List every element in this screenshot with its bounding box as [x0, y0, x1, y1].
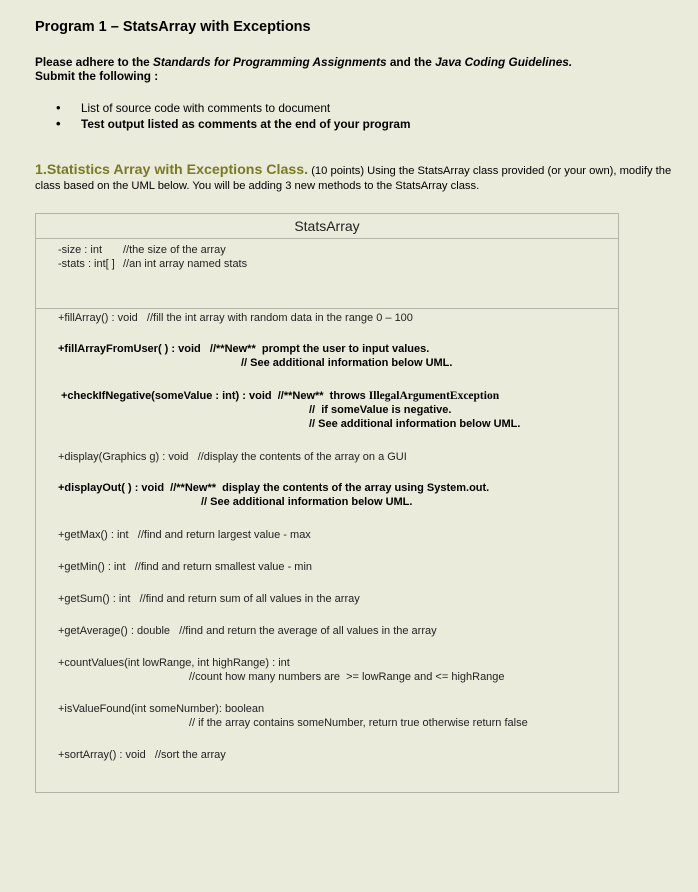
standards-title: Standards for Programming Assignments — [153, 55, 387, 69]
uml-field — [58, 243, 618, 257]
method-sortArray: +sortArray() : void //sort the array — [58, 749, 226, 761]
method-checkIfNegative — [61, 389, 499, 403]
submit-list — [56, 100, 410, 132]
method-getMin: +getMin() : int //find and return smallest value - min — [58, 561, 313, 573]
method-fillArray: +fillArray() : void //fill the int array with random data in the range 0 – 100 — [58, 312, 413, 324]
page-title: Program 1 – StatsArray with Exceptions — [35, 19, 311, 35]
method-getSum: +getSum() : int //find and return sum of all values in the array — [58, 593, 360, 605]
field-comment: //an int array named stats — [123, 258, 248, 270]
uml-class-name: StatsArray — [36, 214, 618, 239]
method-sig: +checkIfNegative(someValue : int) : void //**New** throws — [61, 390, 369, 402]
uml-class-diagram — [35, 213, 619, 793]
section-heading: 1.Statistics Array with Exceptions Class. — [35, 162, 309, 178]
list-item: • Test output listed as comments at the end of your program — [56, 116, 410, 132]
list-item: • List of source code with comments to document — [56, 100, 410, 116]
instructions-suffix: Submit the following : — [35, 69, 159, 83]
method-getMax: +getMax() : int //find and return largest value - max — [58, 529, 311, 541]
uml-field — [58, 257, 618, 271]
method-comment: // See additional information below UML. — [309, 418, 521, 430]
instructions — [35, 55, 595, 83]
section-body: Using the StatsArray class provided (or your own), modify the class based on the UML below. You will be adding 3 new methods to the StatsArray class. — [35, 165, 672, 192]
method-countValues: +countValues(int lowRange, int highRange) : int — [58, 657, 290, 669]
method-comment: //count how many numbers are >= lowRange and <= highRange — [189, 671, 505, 683]
method-getAverage: +getAverage() : double //find and return the average of all values in the array — [58, 625, 437, 637]
method-fillArrayFromUser: +fillArrayFromUser( ) : void //**New** prompt the user to input values. — [58, 343, 430, 355]
method-comment: // See additional information below UML. — [241, 357, 453, 369]
instructions-prefix: Please adhere to the — [35, 55, 154, 69]
method-displayOut: +displayOut( ) : void //**New** display the contents of the array using System.out. — [58, 482, 490, 494]
exception-name: IllegalArgumentException — [368, 390, 500, 402]
method-comment: // if the array contains someNumber, return true otherwise return false — [189, 717, 528, 729]
uml-fields — [36, 239, 618, 309]
section-description — [35, 163, 695, 194]
guidelines-title: Java Coding Guidelines. — [435, 55, 573, 69]
method-display: +display(Graphics g) : void //display the contents of the array on a GUI — [58, 451, 407, 463]
section-points: (10 points) — [308, 165, 365, 177]
method-comment: // See additional information below UML. — [201, 496, 413, 508]
field-comment: //the size of the array — [123, 244, 226, 256]
field-decl: -size : int — [58, 244, 103, 256]
method-comment: // if someValue is negative. — [309, 404, 452, 416]
field-decl: -stats : int[ ] — [58, 258, 115, 270]
instructions-and: and the — [386, 55, 436, 69]
method-isValueFound: +isValueFound(int someNumber): boolean — [58, 703, 265, 715]
